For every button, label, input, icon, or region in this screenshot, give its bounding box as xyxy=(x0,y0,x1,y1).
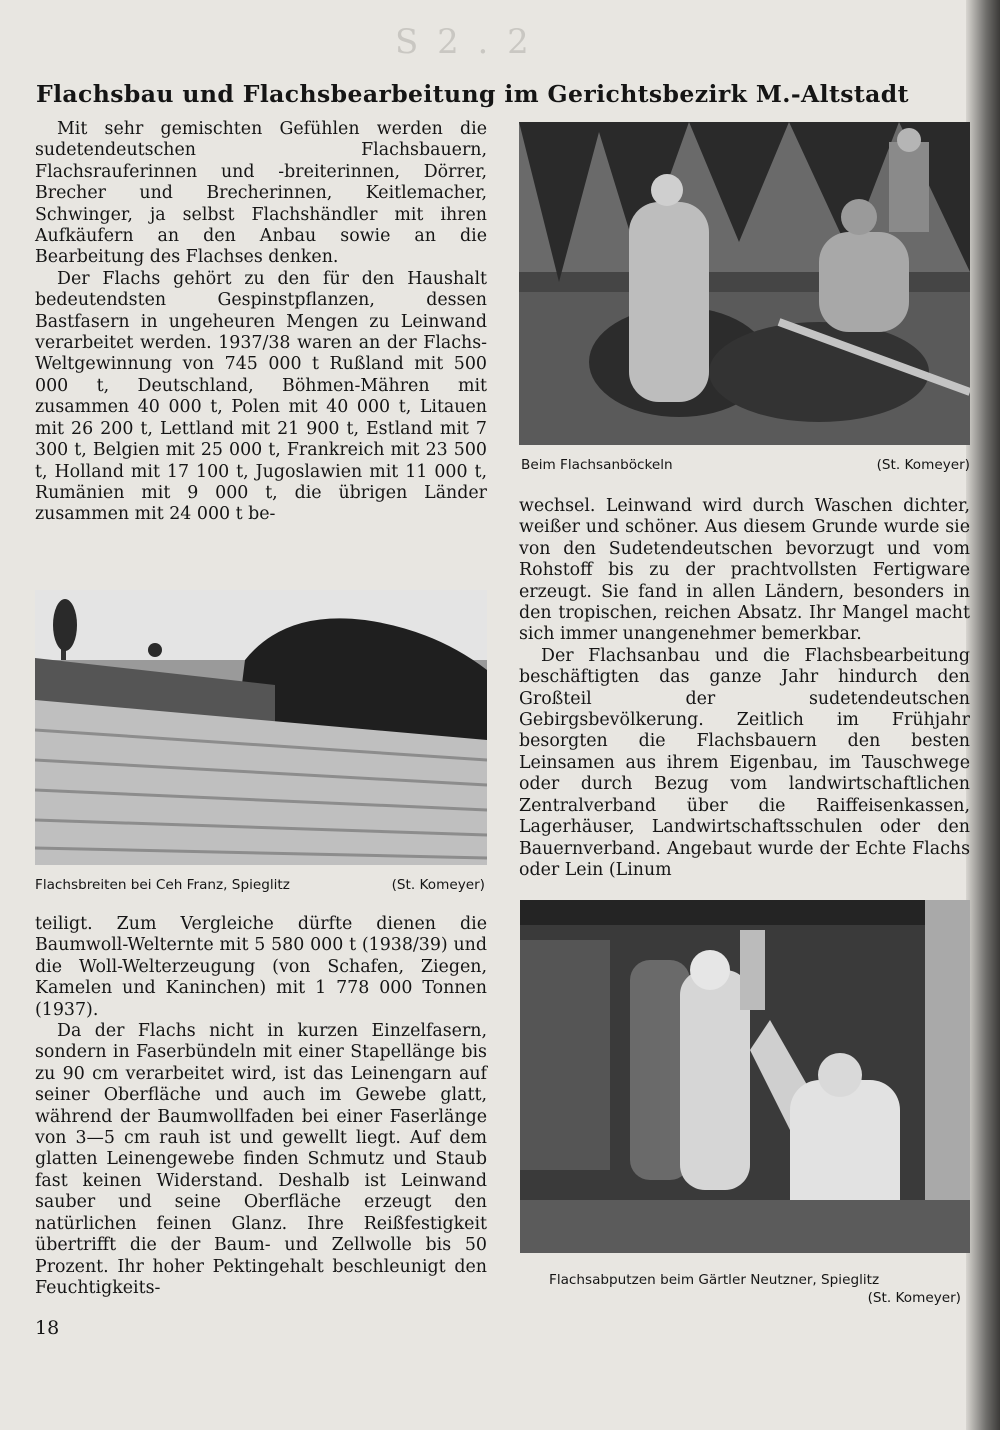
faint-mark: S 2 . 2 xyxy=(395,22,533,62)
caption-text: Flachsabputzen beim Gärtler Neutzner, Spieglitz xyxy=(549,1272,880,1288)
photo-flax-stooking xyxy=(519,122,970,445)
article-title: Flachsbau und Flachsbearbeitung im Gerichtsbezirk M.-Altstadt xyxy=(36,80,909,108)
caption-photo-3 xyxy=(549,1271,961,1307)
caption-text: Beim Flachsanböckeln xyxy=(521,457,673,473)
paragraph: Der Flachsanbau und die Flachsbearbeitung beschäftigten das ganze Jahr hindurch den Großteil der sudetendeutschen Gebirgsbevölkerung. Zeitlich im Frühjahr besorgten die Flachsbauern den besten Leinsamen aus ihrem Eigenbau, im Tauschwege oder durch Bezug vom landwirtschaftlichen Zentralverband über die Raiffeisenkassen, Lagerhäuser, Landwirtschaftsschulen oder den Bauernverband. Angebaut wurde der Echte Flachs oder Lein (Linum xyxy=(519,645,970,880)
paragraph: Der Flachs gehört zu den für den Haushalt bedeutendsten Gespinstpflanzen, dessen Bastfasern in ungeheuren Mengen zu Leinwand verarbeitet werden. 1937/38 waren an der Flachs-Weltgewinnung von 745 000 t Rußland mit 500 000 t, Deutschland, Böhmen-Mähren mit zusammen 40 000 t, Polen mit 40 000 t, Litauen mit 26 200 t, Lettland mit 21 900 t, Estland mit 7 300 t, Belgien mit 25 000 t, Frankreich mit 23 500 t, Holland mit 17 100 t, Jugoslawien mit 11 000 t, Rumänien mit 9 000 t, die übrigen Länder zusammen mit 24 000 t be- xyxy=(35,268,487,525)
photo-credit: (St. Komeyer) xyxy=(391,877,485,893)
photo-flax-field xyxy=(35,590,487,865)
caption-photo-1 xyxy=(521,457,970,473)
photo-credit: (St. Komeyer) xyxy=(867,1290,961,1306)
right-column-middle-text xyxy=(519,496,970,881)
photo-credit: (St. Komeyer) xyxy=(876,457,970,473)
left-column-top-text xyxy=(35,119,487,526)
paragraph: Da der Flachs nicht in kurzen Einzelfasern, sondern in Faserbündeln mit einer Stapellänge bis zu 90 cm verarbeitet wird, ist das Leinengarn auf seiner Oberfläche und auch im Gewebe glatt, während der Baumwollfaden bei einer Faserlänge von 3—5 cm rauh ist und gewellt liegt. Auf dem glatten Leinengewebe finden Schmutz und Staub fast keinen Widerstand. Deshalb ist Leinwand sauber und seine Oberfläche erzeugt den natürlichen feinen Glanz. Ihre Reißfestigkeit übertrifft die der Baum- und Zellwolle bis 50 Prozent. Ihr hoher Pektingehalt beschleunigt den Feuchtigkeits- xyxy=(35,1021,487,1298)
left-column-bottom-text xyxy=(35,914,487,1299)
paragraph: wechsel. Leinwand wird durch Waschen dichter, weißer und schöner. Aus diesem Grunde wurde sie von den Sudetendeutschen bevorzugt und vom Rohstoff bis zu der prachtvollsten Fertigware erzeugt. Sie fand in allen Ländern, besonders in den tropischen, reichen Absatz. Ihr Mangel macht sich immer unangenehmer bemerkbar. xyxy=(519,496,970,645)
page-edge-shadow xyxy=(966,0,1000,1430)
caption-photo-2 xyxy=(35,877,485,893)
caption-text: Flachsbreiten bei Ceh Franz, Spieglitz xyxy=(35,877,290,893)
page-number: 18 xyxy=(35,1317,60,1339)
photo-flax-cleaning xyxy=(520,900,970,1253)
paragraph: Mit sehr gemischten Gefühlen werden die sudetendeutschen Flachsbauern, Flachsrauferinnen und -breiterinnen, Dörrer, Brecher und Brecherinnen, Keitlemacher, Schwinger, ja selbst Flachshändler mit ihren Aufkäufern an den Anbau sowie an die Bearbeitung des Flachses denken. xyxy=(35,119,487,268)
paragraph: teiligt. Zum Vergleiche dürfte dienen die Baumwoll-Welternte mit 5 580 000 t (1938/39) und die Woll-Welterzeugung (von Schafen, Ziegen, Kamelen und Kaninchen) mit 1 778 000 Tonnen (1937). xyxy=(35,914,487,1020)
